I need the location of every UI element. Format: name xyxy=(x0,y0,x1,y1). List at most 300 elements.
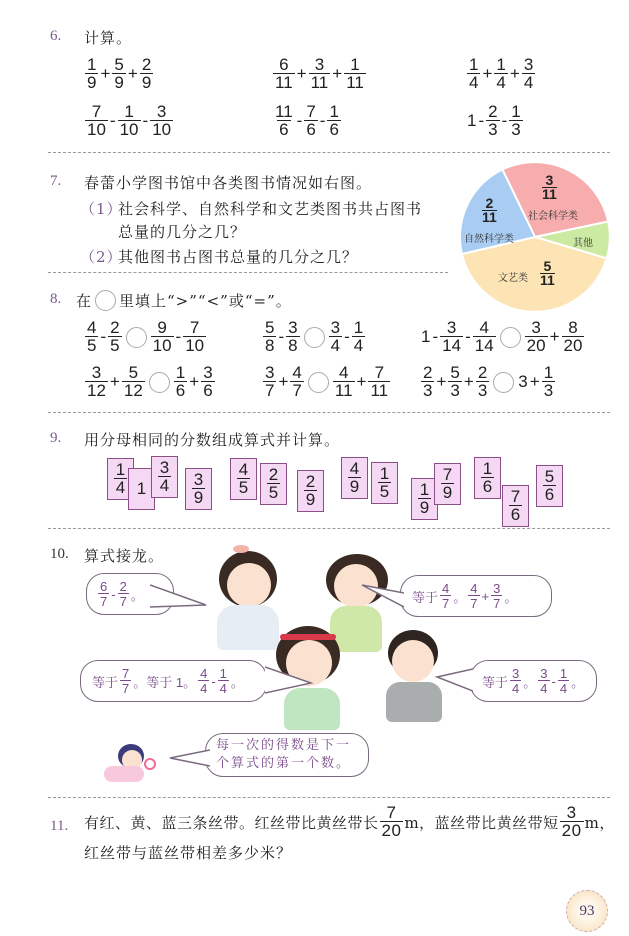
operator: - xyxy=(465,327,471,346)
calc-expression xyxy=(84,57,154,91)
numerator: 4 xyxy=(292,363,302,382)
fraction xyxy=(468,582,479,610)
denominator: 4 xyxy=(540,681,548,696)
numerator: 11 xyxy=(275,102,293,121)
numerator: 2 xyxy=(141,55,152,74)
fraction xyxy=(368,365,390,399)
fraction xyxy=(263,320,276,354)
denominator: 10 xyxy=(87,120,106,139)
q8-title xyxy=(76,290,292,311)
numerator: 2 xyxy=(119,579,127,594)
fraction-card[interactable] xyxy=(297,470,324,512)
fraction xyxy=(558,667,569,695)
numerator: 4 xyxy=(238,460,249,479)
numerator: 1 xyxy=(511,102,521,121)
bubble-4-tail xyxy=(435,665,473,697)
fraction xyxy=(481,461,494,495)
operator: - xyxy=(111,586,116,602)
operator: + xyxy=(278,372,289,391)
operator: - xyxy=(501,111,508,130)
q10-title: 算式接龙。 xyxy=(84,547,165,565)
numerator: 4 xyxy=(349,459,360,478)
q11-line1 xyxy=(84,805,615,839)
fraction xyxy=(309,57,331,91)
operator: - xyxy=(175,327,182,346)
denominator: 7 xyxy=(442,596,450,611)
numerator: 1 xyxy=(482,459,493,478)
numerator: 6 xyxy=(279,55,289,74)
denominator: 11 xyxy=(346,73,364,92)
fraction xyxy=(440,320,463,354)
fraction xyxy=(421,365,434,399)
numerator: 1 xyxy=(350,55,360,74)
operator: - xyxy=(109,111,116,130)
numerator: 5 xyxy=(544,467,555,486)
denominator: 5 xyxy=(238,478,249,497)
denominator: 20 xyxy=(526,336,546,355)
operator: + xyxy=(481,588,490,604)
numerator: 1 xyxy=(353,318,364,337)
fraction xyxy=(174,365,187,399)
fraction xyxy=(158,460,171,494)
denominator: 4 xyxy=(200,681,208,696)
denominator: 11 xyxy=(310,73,329,92)
denominator: 12 xyxy=(87,381,106,400)
fraction xyxy=(486,104,499,138)
fraction xyxy=(344,57,366,91)
fraction xyxy=(140,57,153,91)
q7-number: 7. xyxy=(50,173,62,189)
operator: - xyxy=(100,327,107,346)
denominator: 9 xyxy=(349,477,360,496)
q7-sub1-line2: 总量的几分之几？ xyxy=(118,223,247,241)
fraction xyxy=(273,104,295,138)
text: 。 xyxy=(130,587,144,603)
denominator: 7 xyxy=(119,594,127,609)
denominator: 10 xyxy=(119,120,139,139)
fraction xyxy=(183,320,206,354)
numerator: 4 xyxy=(479,318,489,337)
operator: + xyxy=(127,64,138,83)
denominator: 6 xyxy=(203,381,213,400)
denominator: 6 xyxy=(482,477,493,496)
numerator: 6 xyxy=(100,579,108,594)
denominator: 3 xyxy=(511,120,521,139)
denominator: 11 xyxy=(275,73,293,92)
denominator: 5 xyxy=(268,483,279,502)
denominator: 9 xyxy=(114,73,124,92)
fraction xyxy=(114,462,127,496)
denominator: 4 xyxy=(523,73,534,92)
denominator: 3 xyxy=(450,381,460,400)
denominator: 11 xyxy=(370,381,389,400)
denominator: 6 xyxy=(306,120,316,139)
fraction xyxy=(378,466,391,500)
fraction xyxy=(108,320,121,354)
numerator: 3 xyxy=(540,666,548,681)
text: 。等于 1。 xyxy=(133,674,197,690)
text: 。 xyxy=(230,674,244,690)
pie-social-fraction: $\frac{3}{11}$ xyxy=(542,172,557,202)
denominator: 4 xyxy=(353,336,364,355)
denominator: 7 xyxy=(122,681,130,696)
numerator: 3 xyxy=(446,318,457,337)
numerator: 2 xyxy=(423,363,433,382)
denominator: 5 xyxy=(379,482,390,501)
compare-expression xyxy=(84,320,207,354)
operator: + xyxy=(189,372,200,391)
numerator: 3 xyxy=(265,363,275,382)
pie-natural-label: 自然科学类 xyxy=(464,234,514,245)
compare-expression xyxy=(420,365,556,399)
fraction xyxy=(525,320,548,354)
q8-number: 8. xyxy=(50,291,62,307)
q10-number: 10. xyxy=(50,546,69,562)
divider xyxy=(48,272,448,273)
denominator: 10 xyxy=(185,336,205,355)
q6-title: 计算。 xyxy=(84,29,133,47)
speech-bubble-3 xyxy=(80,660,267,702)
fraction xyxy=(151,320,174,354)
angel-illustration xyxy=(100,740,155,785)
operator: + xyxy=(332,64,343,83)
denominator: 11 xyxy=(334,381,353,400)
calc-expression xyxy=(272,57,367,91)
text: 3 xyxy=(518,372,528,391)
blank-circle-icon xyxy=(95,290,116,311)
fraction xyxy=(348,461,361,495)
fraction xyxy=(273,57,295,91)
fraction xyxy=(418,482,431,516)
bubble-1-tail xyxy=(150,583,210,613)
numerator: 1 xyxy=(496,55,506,74)
fraction xyxy=(267,467,280,501)
fraction xyxy=(441,467,454,501)
answer-circle-input[interactable] xyxy=(149,372,170,393)
text: 1 xyxy=(421,327,431,346)
fraction xyxy=(286,320,299,354)
fraction xyxy=(352,320,365,354)
numerator: 2 xyxy=(110,318,120,337)
fraction xyxy=(543,469,556,503)
numerator: 1 xyxy=(124,102,134,121)
numerator: 1 xyxy=(543,363,554,382)
operator: - xyxy=(319,111,326,130)
hint-bubble-tail xyxy=(168,748,210,768)
fraction-card[interactable] xyxy=(536,465,563,507)
numerator: 3 xyxy=(159,458,170,477)
q9-title: 用分母相同的分数组成算式并计算。 xyxy=(84,431,341,449)
denominator: 9 xyxy=(419,498,430,517)
fraction xyxy=(237,462,250,496)
answer-circle-input[interactable] xyxy=(126,327,147,348)
fraction-card[interactable] xyxy=(185,468,212,510)
pie-arts-label: 文艺类 xyxy=(498,273,528,284)
fraction xyxy=(198,667,209,695)
q11-fraction-1: $\frac{7}{20}$ xyxy=(381,803,402,840)
fraction xyxy=(542,365,555,399)
numerator: 4 xyxy=(200,666,208,681)
denominator: 3 xyxy=(423,381,433,400)
fraction xyxy=(85,365,108,399)
denominator: 6 xyxy=(175,381,186,400)
numerator: 9 xyxy=(157,318,167,337)
denominator: 4 xyxy=(219,681,227,696)
compare-expression xyxy=(420,320,585,354)
fraction-card[interactable] xyxy=(371,462,398,504)
denominator: 9 xyxy=(87,73,97,92)
fraction xyxy=(509,489,522,523)
numerator: 5 xyxy=(450,363,460,382)
numerator: 2 xyxy=(268,465,279,484)
fraction xyxy=(122,365,145,399)
denominator: 4 xyxy=(559,681,568,696)
denominator: 4 xyxy=(496,73,506,92)
denominator: 14 xyxy=(442,336,462,355)
divider xyxy=(48,797,610,798)
operator: - xyxy=(142,111,149,130)
fraction-card[interactable] xyxy=(151,456,178,498)
operator: + xyxy=(463,372,474,391)
numerator: 4 xyxy=(87,318,97,337)
denominator: 7 xyxy=(493,596,501,611)
numerator: 1 xyxy=(87,55,97,74)
numerator: 4 xyxy=(338,363,349,382)
fraction xyxy=(120,667,131,695)
fraction-card[interactable] xyxy=(260,463,287,505)
denominator: 4 xyxy=(469,73,479,92)
numerator: 7 xyxy=(374,363,385,382)
q11-text-b: m，蓝丝带比黄丝带短 xyxy=(404,813,559,832)
q7-sub1-number: （1） xyxy=(80,200,123,218)
fraction xyxy=(290,365,303,399)
answer-circle-input[interactable] xyxy=(493,372,514,393)
fraction xyxy=(118,580,129,608)
denominator: 10 xyxy=(152,120,172,139)
numerator: 1 xyxy=(175,363,186,382)
denominator: 7 xyxy=(265,381,275,400)
numerator: 7 xyxy=(189,318,200,337)
calc-expression xyxy=(84,104,174,138)
operator: + xyxy=(296,64,307,83)
fraction xyxy=(467,57,480,91)
fraction xyxy=(494,57,507,91)
fraction xyxy=(476,365,489,399)
fraction xyxy=(329,320,342,354)
fraction xyxy=(218,667,229,695)
text: 等于 xyxy=(482,674,509,690)
denominator: 4 xyxy=(512,681,520,696)
operator: + xyxy=(529,372,540,391)
q6-number: 6. xyxy=(50,28,62,44)
numerator: 2 xyxy=(488,102,498,121)
text: 等于 xyxy=(92,674,119,690)
numerator: 7 xyxy=(91,102,102,121)
answer-circle-input[interactable] xyxy=(500,327,521,348)
fraction xyxy=(448,365,461,399)
q11-text-a: 有红、黄、蓝三条丝带。红丝带比黄丝带长 xyxy=(84,813,379,832)
q11-fraction-2: $\frac{3}{20}$ xyxy=(561,803,582,840)
bubble-2-tail xyxy=(360,583,404,613)
operator: - xyxy=(211,673,216,689)
pie-other-label: 其他 xyxy=(573,238,593,249)
text: 等于 xyxy=(412,589,439,605)
operator: - xyxy=(432,327,439,346)
operator: - xyxy=(296,111,303,130)
fraction xyxy=(491,582,502,610)
fraction xyxy=(522,57,535,91)
q7-title: 春蕾小学图书馆中各类图书情况如右图。 xyxy=(84,174,373,192)
denominator: 9 xyxy=(442,483,453,502)
compare-expression xyxy=(84,365,216,399)
denominator: 9 xyxy=(305,490,316,509)
divider xyxy=(48,412,610,413)
q7-sub2: 其他图书占图书总量的几分之几？ xyxy=(118,248,359,266)
denominator: 4 xyxy=(115,478,126,497)
q8-title-pre: 在 xyxy=(76,292,93,310)
denominator: 7 xyxy=(470,596,478,611)
numerator: 1 xyxy=(419,480,430,499)
operator: + xyxy=(436,372,447,391)
denominator: 6 xyxy=(510,505,521,524)
numerator: 5 xyxy=(114,55,124,74)
q9-number: 9. xyxy=(50,430,62,446)
hint-line-1: 每一次的得数是下一 xyxy=(216,738,352,753)
denominator: 12 xyxy=(123,381,143,400)
text: 。 xyxy=(453,589,467,605)
fraction xyxy=(562,320,585,354)
q8-title-post: 里填上“>”“<”或“=”。 xyxy=(119,292,292,310)
pie-social-label: 社会科学类 xyxy=(528,211,578,222)
fraction xyxy=(98,580,109,608)
text: 1 xyxy=(467,111,477,130)
fraction xyxy=(192,472,205,506)
denominator: 4 xyxy=(159,476,170,495)
numerator: 3 xyxy=(156,102,167,121)
calc-expression xyxy=(272,104,342,138)
fraction xyxy=(510,667,521,695)
fraction-card[interactable] xyxy=(341,457,368,499)
numerator: 1 xyxy=(329,102,339,121)
q7-sub2-number: （2） xyxy=(80,248,123,266)
numerator: 7 xyxy=(122,666,130,681)
numerator: 4 xyxy=(470,581,478,596)
operator: + xyxy=(549,327,560,346)
calc-expression xyxy=(466,57,536,91)
numerator: 3 xyxy=(314,55,325,74)
fraction xyxy=(538,667,549,695)
numerator: 3 xyxy=(523,55,534,74)
hint-line-2: 个算式的第一个数。 xyxy=(216,756,352,771)
fraction-card[interactable] xyxy=(230,458,257,500)
operator: - xyxy=(478,111,485,130)
denominator: 3 xyxy=(477,381,488,400)
answer-circle-input[interactable] xyxy=(304,327,325,348)
fraction-card[interactable] xyxy=(434,463,461,505)
page-number: 93 xyxy=(566,890,608,932)
fraction xyxy=(440,582,451,610)
denominator: 3 xyxy=(543,381,554,400)
numerator: 1 xyxy=(115,460,126,479)
denominator: 10 xyxy=(152,336,172,355)
numerator: 5 xyxy=(265,318,275,337)
answer-circle-input[interactable] xyxy=(308,372,329,393)
denominator: 9 xyxy=(193,488,204,507)
fraction xyxy=(509,104,522,138)
fraction xyxy=(118,104,141,138)
operator: - xyxy=(551,673,556,689)
operator: + xyxy=(482,64,493,83)
operator: + xyxy=(356,372,367,391)
numerator: 7 xyxy=(442,465,453,484)
speech-bubble-2 xyxy=(400,575,552,617)
denominator: 6 xyxy=(329,120,339,139)
denominator: 6 xyxy=(279,120,289,139)
numerator: 3 xyxy=(493,581,501,596)
denominator: 7 xyxy=(100,594,108,609)
denominator: 7 xyxy=(292,381,302,400)
bubble-3-tail xyxy=(265,665,315,697)
numerator: 5 xyxy=(128,363,139,382)
q7-sub1-line1: 社会科学、自然科学和文艺类图书共占图书 xyxy=(118,200,423,218)
numerator: 7 xyxy=(306,102,316,121)
denominator: 20 xyxy=(563,336,583,355)
card-value: 1 xyxy=(136,479,147,498)
denominator: 5 xyxy=(110,336,120,355)
operator: + xyxy=(509,64,520,83)
fraction xyxy=(85,57,98,91)
pie-arts-fraction: $\frac{5}{11}$ xyxy=(540,258,555,288)
numerator: 1 xyxy=(219,666,227,681)
operator: - xyxy=(344,327,350,346)
numerator: 8 xyxy=(568,318,578,337)
fraction-card[interactable] xyxy=(474,457,501,499)
fraction xyxy=(85,104,108,138)
divider xyxy=(48,528,610,529)
speech-bubble-4 xyxy=(470,660,597,702)
numerator: 3 xyxy=(193,470,204,489)
numerator: 1 xyxy=(559,666,568,681)
numerator: 3 xyxy=(531,318,541,337)
library-pie-chart xyxy=(460,162,610,312)
denominator: 5 xyxy=(87,336,97,355)
numerator: 3 xyxy=(91,363,102,382)
numerator: 3 xyxy=(330,318,341,337)
denominator: 8 xyxy=(265,336,275,355)
numerator: 1 xyxy=(379,464,390,483)
fraction-card[interactable] xyxy=(502,485,529,527)
numerator: 3 xyxy=(203,363,213,382)
compare-expression xyxy=(262,365,391,399)
numerator: 2 xyxy=(305,472,316,491)
text: 。 xyxy=(504,589,518,605)
calc-expression xyxy=(466,104,524,138)
fraction xyxy=(263,365,276,399)
fraction xyxy=(85,320,98,354)
denominator: 3 xyxy=(488,120,498,139)
compare-expression xyxy=(262,320,366,354)
numerator: 3 xyxy=(512,666,520,681)
operator: + xyxy=(109,372,120,391)
fraction xyxy=(304,104,317,138)
fraction xyxy=(327,104,340,138)
fraction xyxy=(473,320,496,354)
fraction xyxy=(150,104,173,138)
denominator: 14 xyxy=(474,336,494,355)
fraction xyxy=(201,365,214,399)
denominator: 4 xyxy=(330,336,341,355)
text: 。 xyxy=(523,674,537,690)
